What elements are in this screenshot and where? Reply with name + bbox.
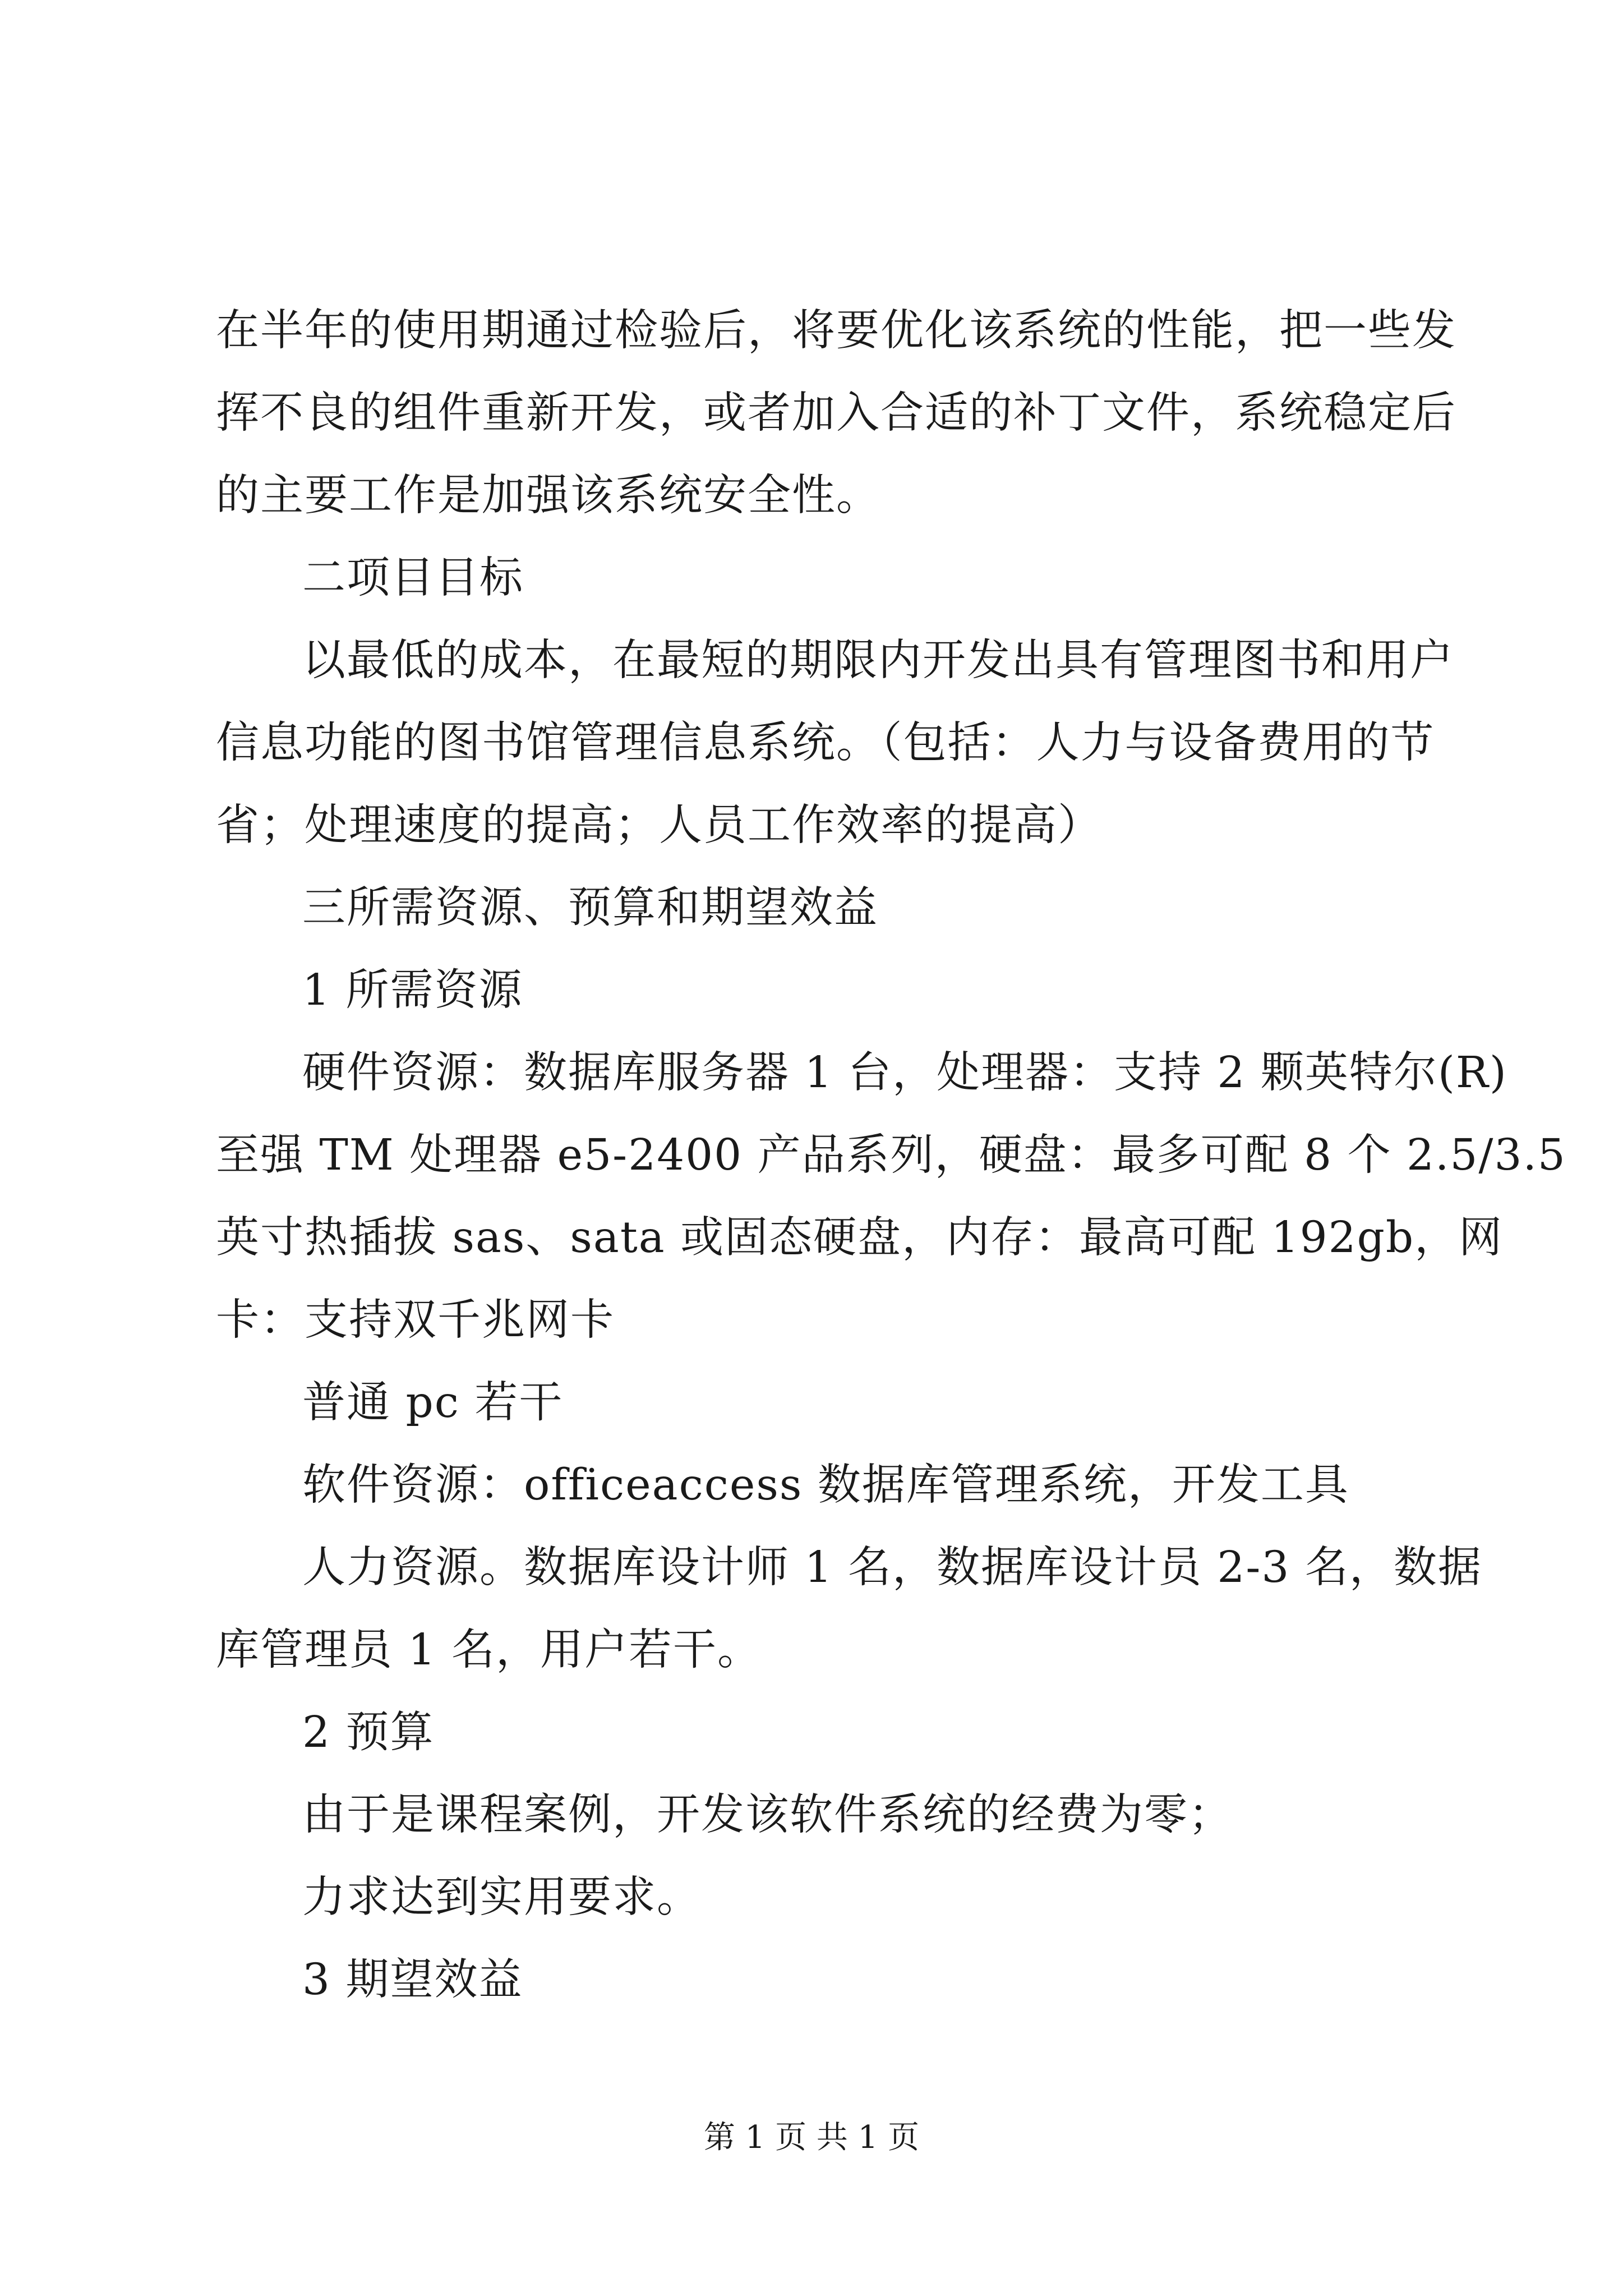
paragraph-line: 普通 pc 若干 <box>302 1378 564 1428</box>
paragraph-line: 省；处理速度的提高；人员工作效率的提高） <box>216 800 1102 850</box>
page-footer: 第 1 页 共 1 页 <box>703 2119 920 2156</box>
paragraph-line: 库管理员 1 名，用户若干。 <box>216 1625 762 1675</box>
paragraph-line: 英寸热插拔 sas、sata 或固态硬盘，内存：最高可配 192gb，网 <box>216 1213 1504 1263</box>
paragraph-line: 信息功能的图书馆管理信息系统。（包括：人力与设备费用的节 <box>216 718 1435 768</box>
paragraph-line: 力求达到实用要求。 <box>302 1872 701 1922</box>
section-heading: 二项目目标 <box>302 553 524 603</box>
paragraph-line: 卡：支持双千兆网卡 <box>216 1295 615 1345</box>
paragraph-line: 硬件资源：数据库服务器 1 台，处理器：支持 2 颗英特尔(R) <box>302 1048 1507 1098</box>
paragraph-line: 人力资源。数据库设计师 1 名，数据库设计员 2-3 名，数据 <box>302 1543 1482 1593</box>
subsection-heading: 2 预算 <box>302 1708 435 1757</box>
paragraph-line: 以最低的成本，在最短的期限内开发出具有管理图书和用户 <box>302 636 1454 685</box>
paragraph-line: 由于是课程案例，开发该软件系统的经费为零； <box>302 1790 1233 1840</box>
paragraph-line: 挥不良的组件重新开发，或者加入合适的补丁文件，系统稳定后 <box>216 388 1456 438</box>
paragraph-line: 在半年的使用期通过检验后，将要优化该系统的性能，把一些发 <box>216 306 1456 356</box>
subsection-heading: 3 期望效益 <box>302 1955 523 2005</box>
subsection-heading: 1 所需资源 <box>302 965 523 1015</box>
paragraph-line: 至强 TM 处理器 e5-2400 产品系列，硬盘：最多可配 8 个 2.5/3.5 <box>216 1130 1566 1180</box>
paragraph-line: 的主要工作是加强该系统安全性。 <box>216 471 880 521</box>
paragraph-line: 软件资源：officeaccess 数据库管理系统，开发工具 <box>302 1460 1349 1510</box>
section-heading: 三所需资源、预算和期望效益 <box>302 883 878 933</box>
